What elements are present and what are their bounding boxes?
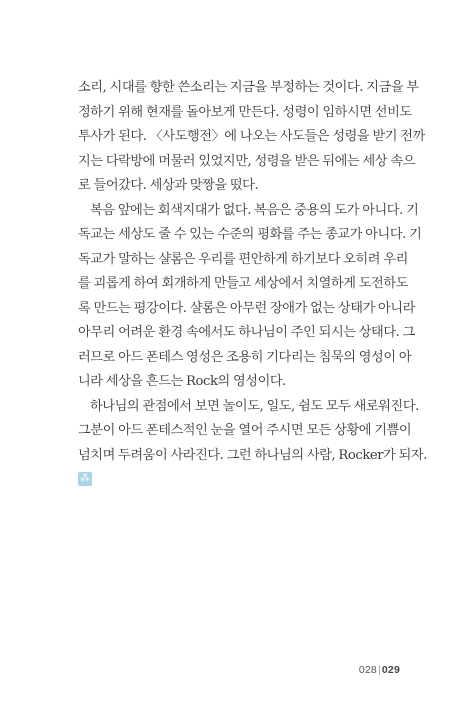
text-line: 록 만드는 평강이다. 샬롬은 아무런 장애가 없는 상태가 아니라 <box>78 300 415 316</box>
left-page-number: 028 <box>358 664 377 676</box>
text-line: 독교는 세상도 줄 수 있는 수준의 평화를 주는 종교가 아니다. 기 <box>78 227 422 242</box>
text-line: 지는 다락방에 머물러 있었지만, 성령을 받은 뒤에는 세상 속으 <box>78 153 415 169</box>
text-line: 정하기 위해 현재를 돌아보게 만든다. 성령이 임하시면 선비도 <box>78 104 412 120</box>
text-line: 복음 앞에는 회색지대가 없다. 복음은 중용의 도가 아니다. 기 <box>90 202 419 218</box>
text-line: 넘치며 두려움이 사라진다. 그런 하나님의 사람, Rocker가 되자. <box>78 447 427 463</box>
text-line: 로 들어갔다. 세상과 맞짱을 떴다. <box>78 178 259 193</box>
text-line: 하나님의 관점에서 보면 놀이도, 일도, 쉼도 모두 새로워진다. <box>90 398 419 414</box>
text-line: 아무리 어려운 환경 속에서도 하나님이 주인 되시는 상태다. 그 <box>78 325 415 340</box>
text-line: 소리, 시대를 향한 쓴소리는 지금을 부정하는 것이다. 지금을 부 <box>78 80 419 95</box>
text-line: 투사가 된다. 〈사도행전〉에 나오는 사도들은 성령을 받기 전까 <box>78 129 425 144</box>
paragraph <box>78 395 427 469</box>
section-end-mark-icon: ⁂ <box>80 473 90 484</box>
text-line: 러므로 아드 폰테스 영성은 조용히 기다리는 침묵의 영성이 아 <box>78 349 412 365</box>
text-line: 니라 세상을 흔드는 Rock의 영성이다. <box>78 374 286 389</box>
paragraph <box>78 199 422 395</box>
page-number-separator: | <box>377 664 381 676</box>
right-page-number: 029 <box>381 664 400 676</box>
text-line: 그분이 아드 폰테스적인 눈을 열어 주시면 모든 상황에 기쁨이 <box>78 423 412 438</box>
body-text <box>78 76 427 468</box>
text-line: 독교가 말하는 샬롬은 우리를 편안하게 하기보다 오히려 우리 <box>78 251 408 267</box>
text-line: 를 괴롭게 하여 회개하게 만들고 세상에서 치열하게 도전하도 <box>78 276 408 291</box>
page-numbers <box>359 664 400 676</box>
paragraph <box>78 76 425 199</box>
